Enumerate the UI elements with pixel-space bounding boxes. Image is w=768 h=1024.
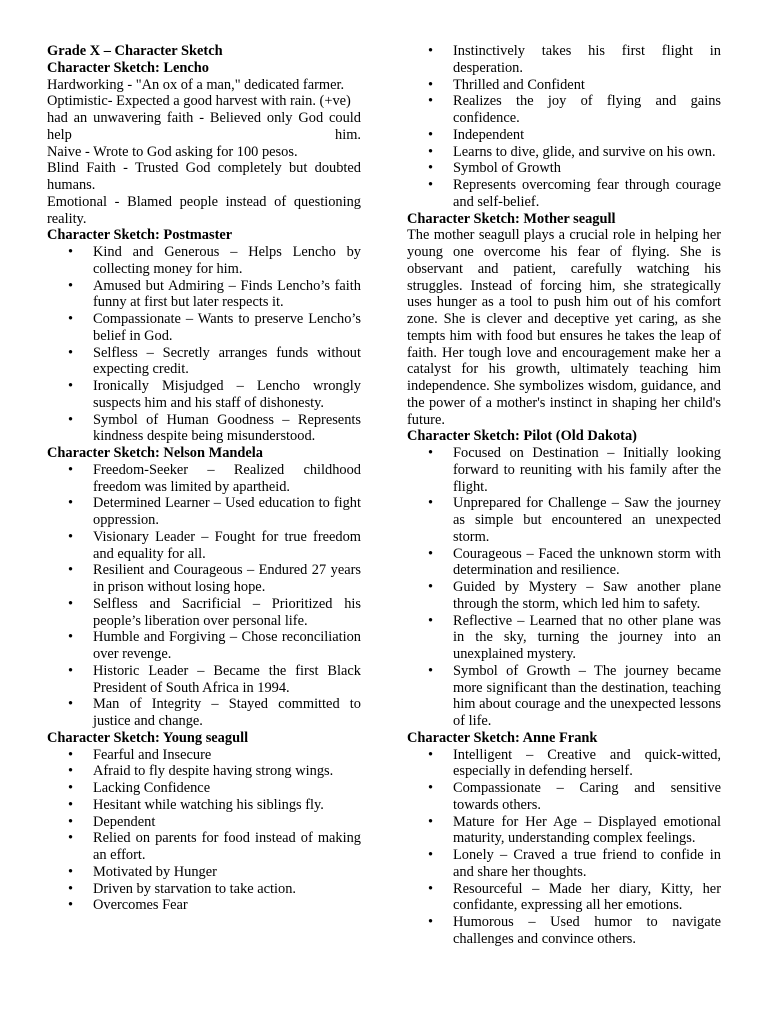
list-item: • Hesitant while watching his siblings fly. — [93, 797, 361, 814]
section-heading-postmaster: Character Sketch: Postmaster — [47, 227, 233, 244]
section-heading-lencho: Character Sketch: Lencho — [47, 59, 210, 76]
young-seagull-list — [47, 747, 361, 915]
list-item: • Afraid to fly despite having strong wings. — [93, 763, 361, 780]
list-item: • Realizes the joy of flying and gains confidence. — [453, 93, 721, 127]
list-item: • Compassionate – Wants to preserve Lencho’s belief in God. — [93, 311, 361, 345]
left-column — [47, 43, 361, 914]
list-item: • Resilient and Courageous – Endured 27 years in prison without losing hope. — [93, 562, 361, 596]
list-item: • Overcomes Fear — [93, 897, 361, 914]
list-item: • Symbol of Human Goodness – Represents kindness despite being misunderstood. — [93, 412, 361, 446]
list-item: • Dependent — [93, 814, 361, 831]
section-heading-young-seagull: Character Sketch: Young seagull — [47, 729, 249, 746]
list-item: • Independent — [453, 127, 721, 144]
list-item: • Motivated by Hunger — [93, 864, 361, 881]
list-item: • Lonely – Craved a true friend to confide in and share her thoughts. — [453, 847, 721, 881]
list-item: • Selfless – Secretly arranges funds without expecting credit. — [93, 345, 361, 379]
list-item: • Humorous – Used humor to navigate challenges and convince others. — [453, 914, 721, 948]
list-item: • Determined Learner – Used education to fight oppression. — [93, 495, 361, 529]
list-item: • Learns to dive, glide, and survive on his own. — [453, 144, 721, 161]
list-item: • Symbol of Growth — [453, 160, 721, 177]
list-item: • Mature for Her Age – Displayed emotional maturity, understanding complex feelings. — [453, 814, 721, 848]
list-item: • Historic Leader – Became the first Black President of South Africa in 1994. — [93, 663, 361, 697]
list-item: • Fearful and Insecure — [93, 747, 361, 764]
list-item: • Visionary Leader – Fought for true freedom and equality for all. — [93, 529, 361, 563]
lencho-trait: Hardworking - "An ox of a man," dedicated farmer. — [47, 76, 345, 93]
mandela-list — [47, 462, 361, 730]
list-item: • Guided by Mystery – Saw another plane through the storm, which led him to safety. — [453, 579, 721, 613]
lencho-trait: Blind Faith - Trusted God completely but doubted humans. — [47, 160, 361, 193]
list-item: • Ironically Misjudged – Lencho wrongly suspects him and his staff of dishonesty. — [93, 378, 361, 412]
section-heading-pilot: Character Sketch: Pilot (Old Dakota) — [407, 428, 637, 445]
mother-seagull-paragraph: The mother seagull plays a crucial role in helping her young one overcome his fear of flying. She is observant and patient, carefully watching his struggles. Instead of forcing him, she strategically uses hunger as a tool to push him out of his comfort zone. She is clever and deceptive yet caring, as she tempts him with food but ensures he takes the leap of faith. Her tough love and encouragement make her a catalyst for his growth, ultimately teaching him independence. She symbolizes wisdom, guidance, and the power of a mother's instinct in shaping her child's future. — [407, 227, 721, 428]
list-item: • Kind and Generous – Helps Lencho by collecting money for him. — [93, 244, 361, 278]
list-item: • Humble and Forgiving – Chose reconciliation over revenge. — [93, 629, 361, 663]
list-item: • Driven by starvation to take action. — [93, 881, 361, 898]
list-item: • Reflective – Learned that no other plane was in the sky, turning the journey into an unexplained mystery. — [453, 613, 721, 663]
lencho-trait: Naive - Wrote to God asking for 100 pesos. — [47, 143, 298, 160]
list-item: • Man of Integrity – Stayed committed to justice and change. — [93, 696, 361, 730]
lencho-trait: Optimistic- Expected a good harvest with rain. (+ve) — [47, 93, 351, 110]
list-item: • Thrilled and Confident — [453, 77, 721, 94]
young-seagull-list-continued — [407, 43, 721, 211]
pilot-list — [407, 445, 721, 730]
list-item: • Freedom-Seeker – Realized childhood freedom was limited by apartheid. — [93, 462, 361, 496]
list-item: • Resourceful – Made her diary, Kitty, her confidante, expressing all her emotions. — [453, 881, 721, 915]
list-item: • Focused on Destination – Initially looking forward to reuniting with his family after the flight. — [453, 445, 721, 495]
document-title: Grade X – Character Sketch — [47, 43, 223, 59]
list-item: • Unprepared for Challenge – Saw the journey as simple but encountered an unexpected storm. — [453, 495, 721, 545]
section-heading-mandela: Character Sketch: Nelson Mandela — [47, 445, 263, 461]
list-item: • Intelligent – Creative and quick-witted, especially in defending herself. — [453, 747, 721, 781]
postmaster-list — [47, 244, 361, 445]
lencho-trait: had an unwavering faith - Believed only God could help him. — [47, 110, 361, 143]
list-item: • Instinctively takes his first flight in desperation. — [453, 43, 721, 77]
list-item: • Lacking Confidence — [93, 780, 361, 797]
lencho-trait: Emotional - Blamed people instead of questioning reality. — [47, 193, 361, 227]
list-item: • Symbol of Growth – The journey became more significant than the destination, teaching him about courage and the unexpected lessons of life. — [453, 663, 721, 730]
list-item: • Courageous – Faced the unknown storm with determination and resilience. — [453, 546, 721, 580]
section-heading-mother-seagull: Character Sketch: Mother seagull — [407, 210, 616, 227]
list-item: • Compassionate – Caring and sensitive towards others. — [453, 780, 721, 814]
list-item: • Represents overcoming fear through courage and self-belief. — [453, 177, 721, 211]
list-item: • Relied on parents for food instead of making an effort. — [93, 830, 361, 864]
anne-frank-list — [407, 747, 721, 948]
right-column — [407, 43, 721, 948]
section-heading-anne-frank: Character Sketch: Anne Frank — [407, 729, 598, 746]
list-item: • Selfless and Sacrificial – Prioritized his people’s liberation over personal life. — [93, 596, 361, 630]
list-item: • Amused but Admiring – Finds Lencho’s faith funny at first but later respects it. — [93, 278, 361, 312]
